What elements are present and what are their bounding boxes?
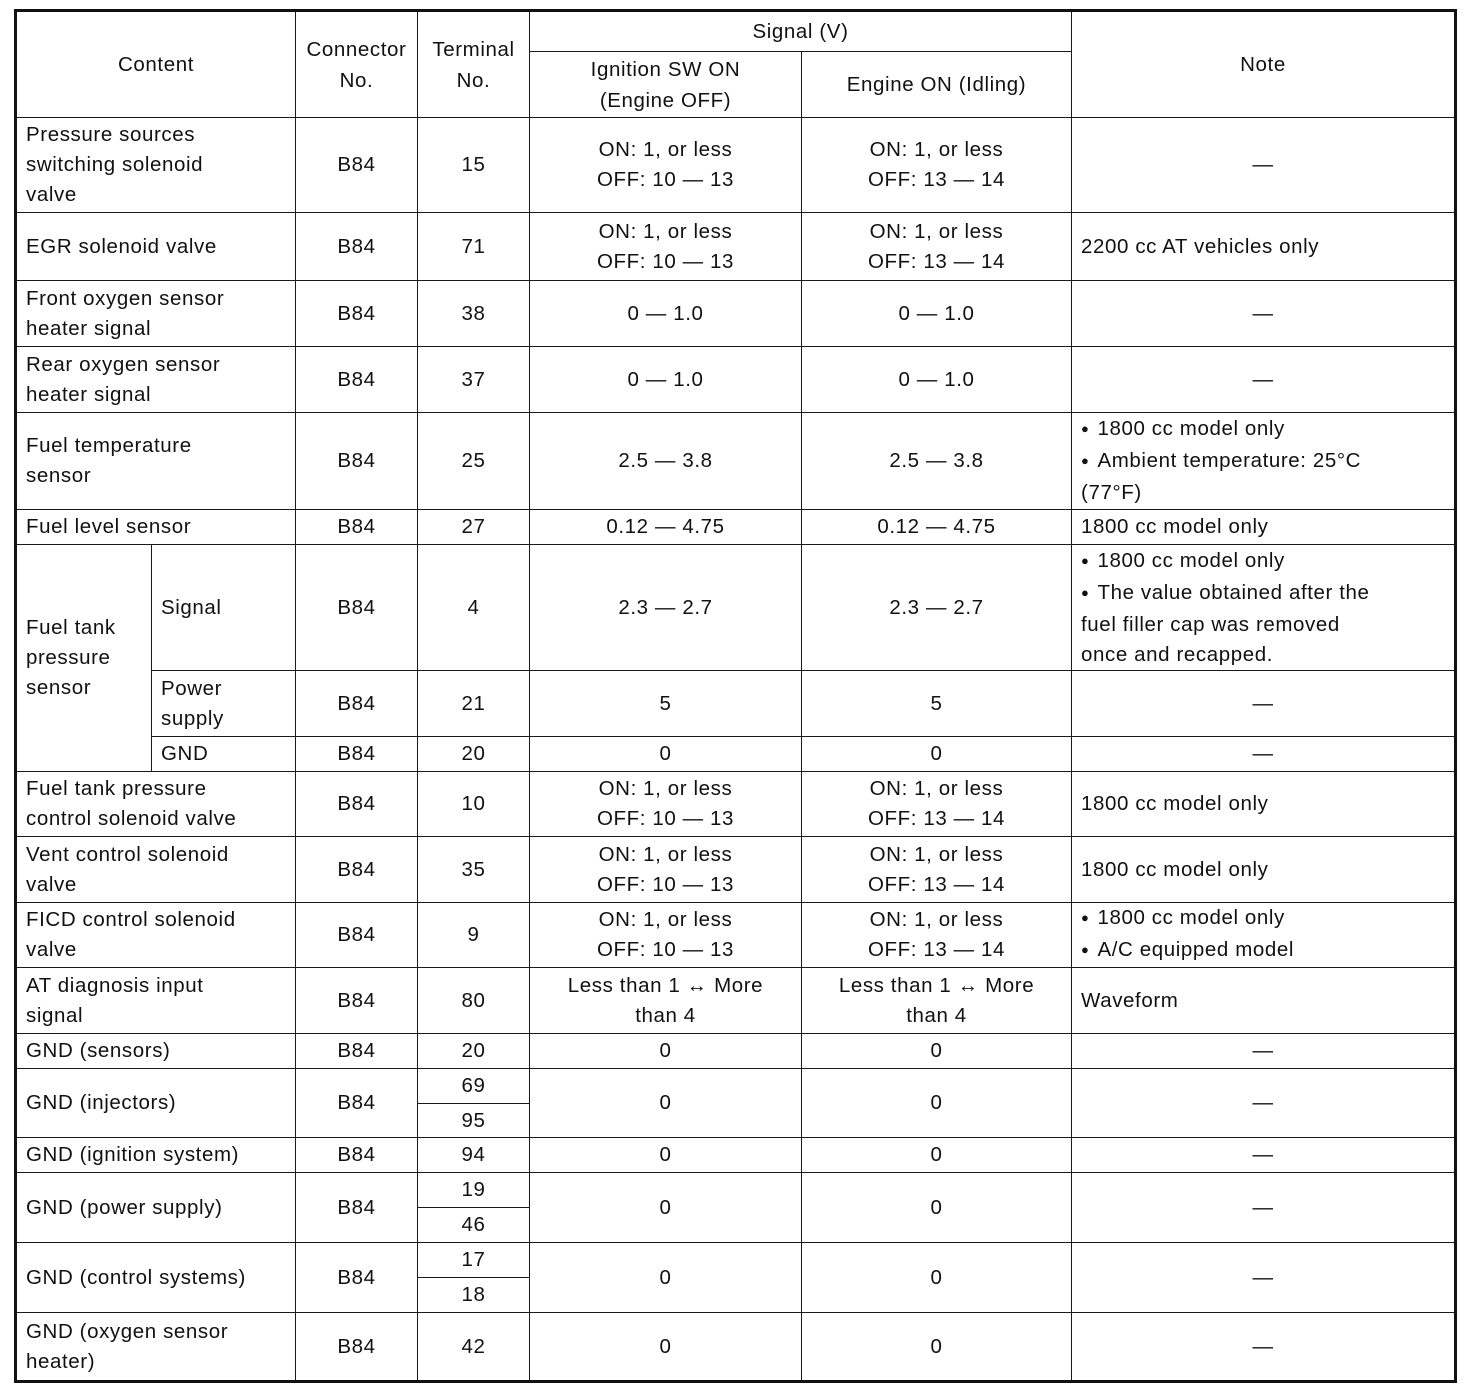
- table-row: [16, 545, 1456, 671]
- table-row: [16, 1034, 1456, 1069]
- cell-note: 2200 cc AT vehicles only: [1072, 213, 1456, 281]
- cell-note: ● 1800 cc model only ● The value obtained after the fuel filler cap was removed once and recapped.: [1072, 545, 1456, 671]
- cell-note: ● 1800 cc model only ● A/C equipped model: [1072, 903, 1456, 968]
- cell-ignition-signal: 5: [530, 671, 802, 737]
- cell-content: AT diagnosis input signal: [16, 968, 296, 1034]
- cell-terminal: 42: [418, 1313, 530, 1382]
- cell-ignition-signal: ON: 1, or less OFF: 10 — 13: [530, 903, 802, 968]
- cell-note: —: [1072, 1243, 1456, 1313]
- cell-connector: B84: [296, 837, 418, 903]
- cell-engine-signal: 5: [802, 671, 1072, 737]
- cell-content: Fuel level sensor: [16, 510, 296, 545]
- cell-terminal: 46: [418, 1208, 530, 1243]
- cell-engine-signal: 2.5 — 3.8: [802, 413, 1072, 510]
- cell-connector: B84: [296, 510, 418, 545]
- cell-terminal: 71: [418, 213, 530, 281]
- cell-note: —: [1072, 671, 1456, 737]
- cell-connector: B84: [296, 903, 418, 968]
- table-row: [16, 1243, 1456, 1278]
- cell-terminal: 20: [418, 1034, 530, 1069]
- cell-content: GND (power supply): [16, 1173, 296, 1243]
- cell-terminal: 95: [418, 1104, 530, 1138]
- cell-terminal: 4: [418, 545, 530, 671]
- cell-note: —: [1072, 1034, 1456, 1069]
- cell-connector: B84: [296, 671, 418, 737]
- cell-engine-signal: 0: [802, 1034, 1072, 1069]
- cell-content: Vent control solenoid valve: [16, 837, 296, 903]
- cell-terminal: 94: [418, 1138, 530, 1173]
- cell-ignition-signal: ON: 1, or less OFF: 10 — 13: [530, 213, 802, 281]
- cell-terminal: 15: [418, 118, 530, 213]
- table-row: [16, 1138, 1456, 1173]
- header-signal: Signal (V): [530, 11, 1072, 52]
- table-row: [16, 671, 1456, 737]
- cell-connector: B84: [296, 737, 418, 772]
- cell-terminal: 69: [418, 1069, 530, 1104]
- cell-ignition-signal: ON: 1, or less OFF: 10 — 13: [530, 837, 802, 903]
- cell-engine-signal: 0: [802, 737, 1072, 772]
- cell-engine-signal: 0 — 1.0: [802, 281, 1072, 347]
- cell-note: —: [1072, 1313, 1456, 1382]
- cell-engine-signal: 0: [802, 1138, 1072, 1173]
- header-content: Content: [16, 11, 296, 118]
- cell-content-group: Fuel tank pressure sensor: [16, 545, 152, 772]
- cell-connector: B84: [296, 1313, 418, 1382]
- cell-engine-signal: 0.12 — 4.75: [802, 510, 1072, 545]
- cell-terminal: 10: [418, 772, 530, 837]
- cell-engine-signal: 0: [802, 1069, 1072, 1138]
- cell-connector: B84: [296, 1243, 418, 1313]
- cell-ignition-signal: 0.12 — 4.75: [530, 510, 802, 545]
- cell-connector: B84: [296, 545, 418, 671]
- cell-content: GND (sensors): [16, 1034, 296, 1069]
- header-connector: Connector No.: [296, 11, 418, 118]
- cell-note: —: [1072, 1173, 1456, 1243]
- cell-note: 1800 cc model only: [1072, 510, 1456, 545]
- cell-engine-signal: ON: 1, or less OFF: 13 — 14: [802, 837, 1072, 903]
- cell-engine-signal: 0: [802, 1313, 1072, 1382]
- cell-engine-signal: ON: 1, or less OFF: 13 — 14: [802, 772, 1072, 837]
- cell-ignition-signal: 0: [530, 737, 802, 772]
- table-row: [16, 1069, 1456, 1104]
- cell-terminal: 38: [418, 281, 530, 347]
- cell-ignition-signal: 0: [530, 1069, 802, 1138]
- cell-connector: B84: [296, 968, 418, 1034]
- cell-connector: B84: [296, 1034, 418, 1069]
- header-engine-on: Engine ON (Idling): [802, 52, 1072, 118]
- cell-connector: B84: [296, 281, 418, 347]
- cell-note: —: [1072, 118, 1456, 213]
- cell-content: Fuel temperature sensor: [16, 413, 296, 510]
- cell-ignition-signal: 2.5 — 3.8: [530, 413, 802, 510]
- cell-engine-signal: ON: 1, or less OFF: 13 — 14: [802, 903, 1072, 968]
- cell-content: GND (control systems): [16, 1243, 296, 1313]
- cell-content: Pressure sources switching solenoid valve: [16, 118, 296, 213]
- table-row: [16, 213, 1456, 281]
- cell-note: —: [1072, 281, 1456, 347]
- cell-sub-content: Signal: [152, 545, 296, 671]
- cell-sub-content: GND: [152, 737, 296, 772]
- cell-connector: B84: [296, 1173, 418, 1243]
- cell-connector: B84: [296, 413, 418, 510]
- cell-terminal: 19: [418, 1173, 530, 1208]
- cell-note: —: [1072, 347, 1456, 413]
- header-note: Note: [1072, 11, 1456, 118]
- table-row: [16, 118, 1456, 213]
- cell-engine-signal: ON: 1, or less OFF: 13 — 14: [802, 213, 1072, 281]
- cell-note: —: [1072, 1069, 1456, 1138]
- cell-terminal: 9: [418, 903, 530, 968]
- cell-ignition-signal: Less than 1 ↔ More than 4: [530, 968, 802, 1034]
- cell-terminal: 17: [418, 1243, 530, 1278]
- table-row: [16, 413, 1456, 510]
- cell-connector: B84: [296, 1069, 418, 1138]
- signal-spec-sheet: [14, 9, 1454, 1383]
- cell-content: Rear oxygen sensor heater signal: [16, 347, 296, 413]
- table-row: [16, 737, 1456, 772]
- cell-ignition-signal: ON: 1, or less OFF: 10 — 13: [530, 118, 802, 213]
- cell-engine-signal: 2.3 — 2.7: [802, 545, 1072, 671]
- cell-terminal: 80: [418, 968, 530, 1034]
- cell-ignition-signal: 0: [530, 1173, 802, 1243]
- cell-ignition-signal: 0 — 1.0: [530, 281, 802, 347]
- cell-terminal: 37: [418, 347, 530, 413]
- table-row: [16, 510, 1456, 545]
- cell-note: 1800 cc model only: [1072, 837, 1456, 903]
- cell-ignition-signal: 0: [530, 1034, 802, 1069]
- cell-content: Fuel tank pressure control solenoid valve: [16, 772, 296, 837]
- cell-engine-signal: Less than 1 ↔ More than 4: [802, 968, 1072, 1034]
- cell-sub-content: Power supply: [152, 671, 296, 737]
- cell-connector: B84: [296, 1138, 418, 1173]
- cell-note: Waveform: [1072, 968, 1456, 1034]
- cell-note: 1800 cc model only: [1072, 772, 1456, 837]
- cell-connector: B84: [296, 772, 418, 837]
- cell-terminal: 35: [418, 837, 530, 903]
- cell-connector: B84: [296, 118, 418, 213]
- cell-terminal: 20: [418, 737, 530, 772]
- cell-engine-signal: 0 — 1.0: [802, 347, 1072, 413]
- cell-ignition-signal: 0 — 1.0: [530, 347, 802, 413]
- table-row: [16, 772, 1456, 837]
- cell-terminal: 27: [418, 510, 530, 545]
- table-row: [16, 1313, 1456, 1382]
- table-row: [16, 968, 1456, 1034]
- cell-content: EGR solenoid valve: [16, 213, 296, 281]
- header-terminal: Terminal No.: [418, 11, 530, 118]
- cell-content: FICD control solenoid valve: [16, 903, 296, 968]
- table-row: [16, 347, 1456, 413]
- cell-note: —: [1072, 737, 1456, 772]
- cell-ignition-signal: 0: [530, 1138, 802, 1173]
- cell-content: Front oxygen sensor heater signal: [16, 281, 296, 347]
- signal-table: [14, 9, 1457, 1383]
- cell-content: GND (oxygen sensor heater): [16, 1313, 296, 1382]
- cell-connector: B84: [296, 347, 418, 413]
- cell-engine-signal: ON: 1, or less OFF: 13 — 14: [802, 118, 1072, 213]
- cell-terminal: 21: [418, 671, 530, 737]
- cell-content: GND (ignition system): [16, 1138, 296, 1173]
- cell-ignition-signal: 0: [530, 1313, 802, 1382]
- cell-engine-signal: 0: [802, 1243, 1072, 1313]
- cell-connector: B84: [296, 213, 418, 281]
- cell-ignition-signal: 0: [530, 1243, 802, 1313]
- cell-terminal: 25: [418, 413, 530, 510]
- cell-note: —: [1072, 1138, 1456, 1173]
- cell-engine-signal: 0: [802, 1173, 1072, 1243]
- table-row: [16, 281, 1456, 347]
- table-row: [16, 837, 1456, 903]
- table-row: [16, 1173, 1456, 1208]
- cell-terminal: 18: [418, 1278, 530, 1313]
- cell-note: ● 1800 cc model only ● Ambient temperature: 25°C (77°F): [1072, 413, 1456, 510]
- cell-ignition-signal: ON: 1, or less OFF: 10 — 13: [530, 772, 802, 837]
- table-row: [16, 903, 1456, 968]
- header-ignition-on: Ignition SW ON (Engine OFF): [530, 52, 802, 118]
- cell-content: GND (injectors): [16, 1069, 296, 1138]
- cell-ignition-signal: 2.3 — 2.7: [530, 545, 802, 671]
